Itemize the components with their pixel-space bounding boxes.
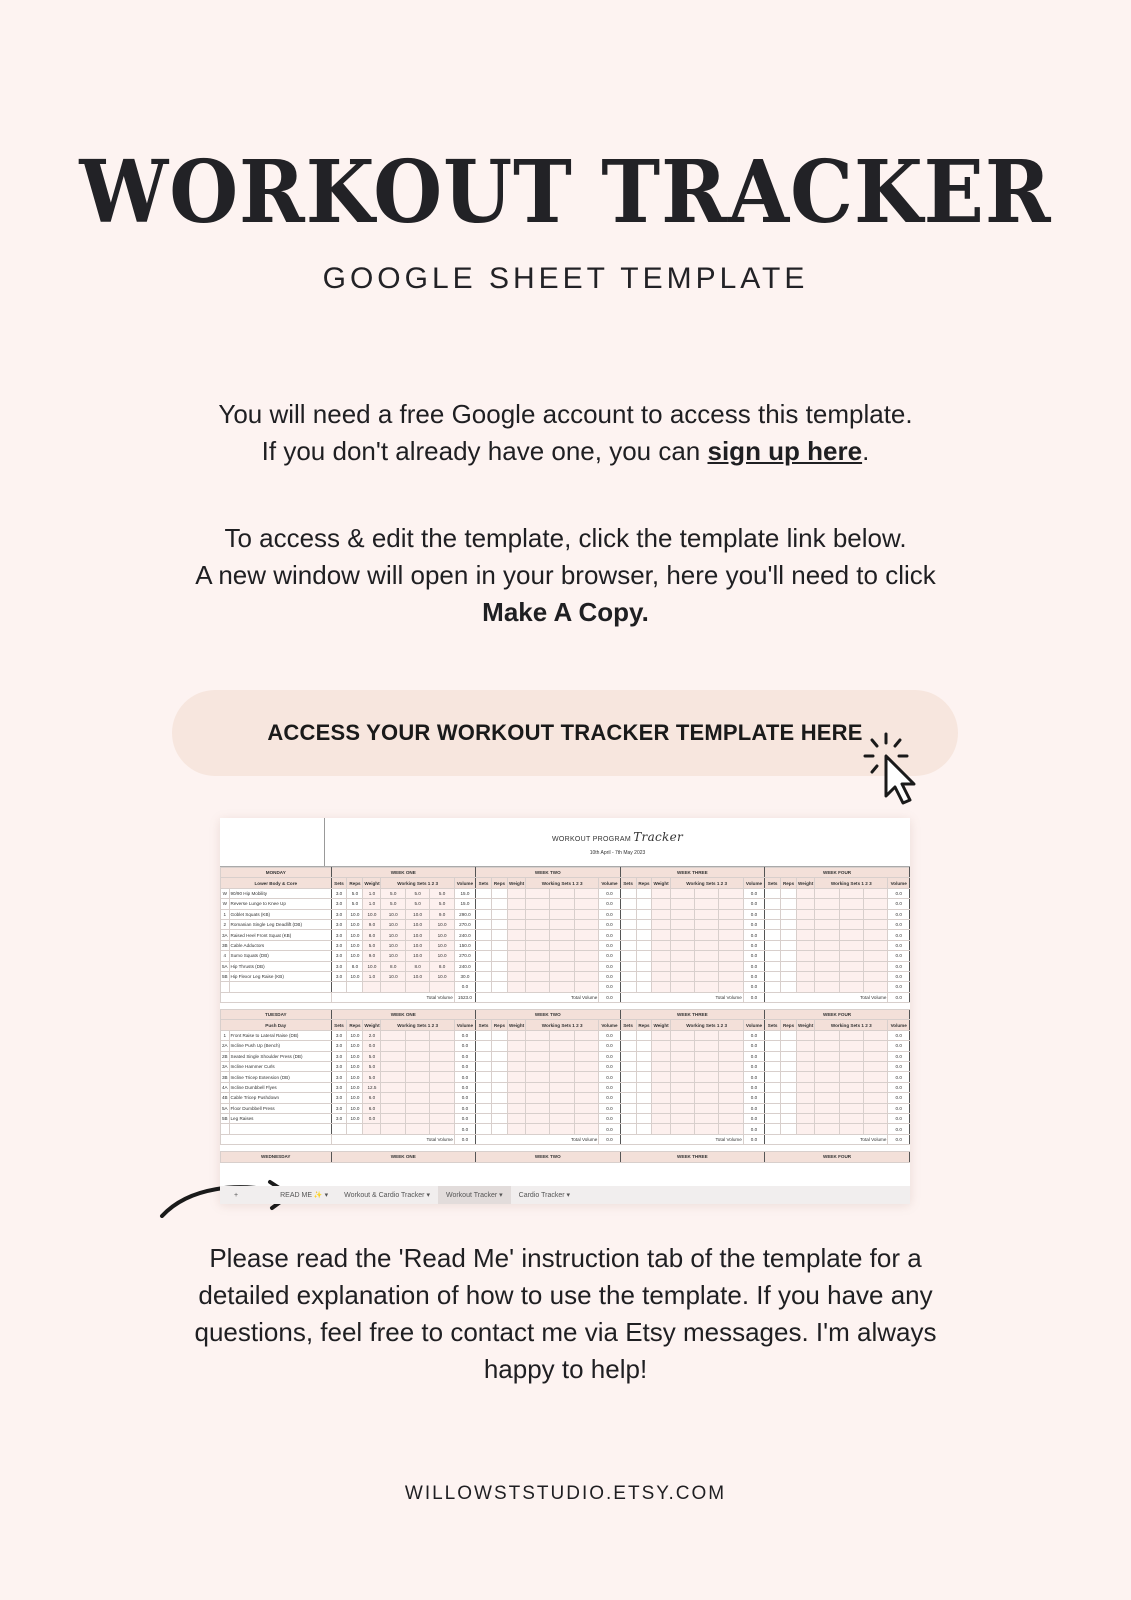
exercise-id: 4A	[221, 1082, 230, 1092]
workout-grid: MONDAY WEEK ONE WEEK TWO WEEK THREE WEEK FOUR Lower Body & Core Sets Reps Weight Working Sets 1 2 3 Volume Sets Reps Weight Working Sets 1 2 3 Volume Sets Reps Weight Working Sets 1 2 3 Volume Sets Reps Weight Working Sets 1 2 3 Volume W 90/90 Hip Mobility 3.0 5.0 1.0 5.0 5.0 5.0 15.0 0.0 0.0 0.0 W Reverse Lunge to Knee Up 3.0 5.0 1.0 5.0 5.0 5.0 15.0 0.0 0.0 0.0 1 Goblet Squats (KB) 3.0 10.0 10.0 10.0 10.0 9.0 290.0 0.0 0.0 0.0 2 Romanian Single Leg Deadlift (DB) 3.0 10.0 9.0 10.0 10.0 10.0 270.0 0.0 0.0 0.0 3A Raised Heel Front Squat (KB) 3.0 10.0 8.0 10.0 10.0 10.0 240.0 0.0 0.0 0.0 3B Cable Adductors 3.0 10.0 5.0 10.0 10.0 10.0 150.0 0.0 0.0 0.0 4 Sumo Squats (DB) 3.0 10.0 9.0 10.0 10.0 10.0 270.0 0.0 0.0 0.0 5A Hip Thrusts (DB) 3.0 8.0 10.0 8.0 8.0 8.0 240.0 0.0 0.0 0.0 5B Hip Flexor Leg Raise (KB) 3.0 10.0 1.0 10.0 10.0 10.0 30.0 0.0 0.0 0.0 0.0 0.0 0.0 0.0 Total Volume 1523.0 Total Volume 0.0 Total Volume 0.0 Total Volume 0.0 TUESDAY WEEK ONE WEEK TWO WEEK THREE WEEK FOUR Push Day Sets Reps Weight Working Sets 1 2 3 Volume Sets Reps Weight Working Sets 1 2 3 Volume Sets Reps Weight Working Sets 1 2 3 Volume Sets Reps Weight Working Sets 1 2 3 Volume 1 Front Raise to Lateral Raise (DB) 3.0 10.0 2.0 0.0 0.0 0.0 0.0 2A Incline Push Up (Bench) 3.0 10.0 0.0 0.0 0.0 0.0 0.0 2B Seated Single Shoulder Press (DB) 3.0 10.0 5.0 0.0 0.0 0.0 0.0 3A Incline Hammer Curls 3.0 10.0 5.0 0.0 0.0 0.0 0.0 3B Incline Tricep Extension (DB) 3.0 10.0 5.0 0.0 0.0 0.0 0.0 4A Incline Dumbbell Flyes 3.0 10.0 12.5 0.0 0.0 0.0 0.0 4B Cable Tricep Pushdown 3.0 10.0 6.0 0.0 0.0 0.0 0.0 5A Floor Dumbbell Press 3.0 10.0 6.0 0.0 0.0 0.0 0.0 5B Leg Raises 3.0 10.0 0.0 0.0 0.0 0.0 0.0 0.0 0.0 0.0 0.0 Total Volume 0.0 Total Volume 0.0 Total Volume 0.0 Total Volume 0.0 WEDNESDAY WEEK ONE WEEK TWO WEEK THREE WEEK FOUR	[220, 867, 910, 1163]
exercise-name: Sumo Squats (DB)	[229, 951, 331, 961]
exercise-id: 2A	[221, 1041, 230, 1051]
make-copy-label: Make A Copy.	[482, 597, 649, 627]
instructions-line-2: A new window will open in your browser, here you'll need to click	[195, 560, 936, 590]
add-sheet-button[interactable]: +	[234, 1191, 239, 1199]
access-template-button[interactable]	[172, 690, 958, 776]
closing-line-2: detailed explanation of how to use the template. If you have any	[198, 1280, 933, 1310]
week-label: WEEK TWO	[476, 1010, 621, 1020]
sheet-title	[325, 830, 910, 844]
exercise-row: 3A Incline Hammer Curls 3.0 10.0 5.0 0.0 0.0 0.0 0.0	[221, 1062, 910, 1072]
exercise-id: 2B	[221, 1051, 230, 1061]
exercise-id: 1	[221, 909, 230, 919]
closing-line-3: questions, feel free to contact me via Etsy messages. I'm always	[194, 1317, 937, 1347]
exercise-row: 5B Hip Flexor Leg Raise (KB) 3.0 10.0 1.0 10.0 10.0 10.0 30.0 0.0 0.0 0.0	[221, 971, 910, 981]
week-label: WEEK TWO	[476, 868, 621, 878]
exercise-row: 5A Floor Dumbbell Press 3.0 10.0 6.0 0.0 0.0 0.0 0.0	[221, 1103, 910, 1113]
exercise-name: Incline Push Up (Bench)	[229, 1041, 331, 1051]
instructions-line-1: To access & edit the template, click the template link below.	[224, 523, 907, 553]
exercise-row: 3B Cable Adductors 3.0 10.0 5.0 10.0 10.0 10.0 150.0 0.0 0.0 0.0	[221, 940, 910, 950]
exercise-name: Incline Tricep Extension (DB)	[229, 1072, 331, 1082]
tab-workout-cardio-tracker[interactable]: Workout & Cardio Tracker ▾	[344, 1192, 430, 1199]
spreadsheet-preview	[220, 818, 910, 1203]
intro-line-2-suffix: .	[862, 436, 870, 466]
day-header-row	[221, 1010, 910, 1020]
exercise-name: Seated Single Shoulder Press (DB)	[229, 1051, 331, 1061]
day-name: WEDNESDAY	[221, 1152, 332, 1162]
week-label: WEEK TWO	[476, 1152, 621, 1162]
exercise-name: 90/90 Hip Mobility	[229, 888, 331, 898]
exercise-id: 5B	[221, 1113, 230, 1123]
exercise-name: Incline Dumbbell Flyes	[229, 1082, 331, 1092]
exercise-name: Floor Dumbbell Press	[229, 1103, 331, 1113]
exercise-name: Front Raise to Lateral Raise (DB)	[229, 1030, 331, 1040]
sheet-header-blank	[220, 818, 325, 866]
sheet-tabs-bar	[220, 1186, 910, 1204]
exercise-id: 5A	[221, 961, 230, 971]
exercise-id: 5A	[221, 1103, 230, 1113]
make-copy-text	[0, 594, 1131, 631]
exercise-row: 4 Sumo Squats (DB) 3.0 10.0 9.0 10.0 10.0 10.0 270.0 0.0 0.0 0.0	[221, 951, 910, 961]
week-label: WEEK ONE	[331, 1152, 476, 1162]
exercise-name: Raised Heel Front Squat (KB)	[229, 930, 331, 940]
exercise-row: 3B Incline Tricep Extension (DB) 3.0 10.0 5.0 0.0 0.0 0.0 0.0	[221, 1072, 910, 1082]
exercise-row: 2B Seated Single Shoulder Press (DB) 3.0 10.0 5.0 0.0 0.0 0.0 0.0	[221, 1051, 910, 1061]
exercise-id: 2	[221, 919, 230, 929]
exercise-name: Reverse Lunge to Knee Up	[229, 899, 331, 909]
closing-line-1: Please read the 'Read Me' instruction tab of the template for a	[209, 1243, 922, 1273]
exercise-name: Romanian Single Leg Deadlift (DB)	[229, 919, 331, 929]
signup-link[interactable]: sign up here	[707, 436, 863, 466]
exercise-id: 5B	[221, 971, 230, 981]
week-label: WEEK FOUR	[765, 1152, 910, 1162]
access-template-label: ACCESS YOUR WORKOUT TRACKER TEMPLATE HERE	[267, 720, 863, 745]
week-label: WEEK THREE	[620, 1152, 765, 1162]
exercise-id: 4	[221, 951, 230, 961]
exercise-id: 1	[221, 1030, 230, 1040]
exercise-row: 5B Leg Raises 3.0 10.0 0.0 0.0 0.0 0.0 0.0	[221, 1113, 910, 1123]
week-label: WEEK ONE	[331, 868, 476, 878]
day-name: TUESDAY	[221, 1010, 332, 1020]
intro-line-1: You will need a free Google account to access this template.	[218, 399, 913, 429]
exercise-id: 3B	[221, 1072, 230, 1082]
exercise-name: Hip Thrusts (DB)	[229, 961, 331, 971]
closing-line-4: happy to help!	[483, 1354, 648, 1384]
exercise-name: Cable Adductors	[229, 940, 331, 950]
sheet-date-range: 10th April - 7th May 2023	[589, 850, 646, 856]
exercise-id: W	[221, 899, 230, 909]
exercise-row: 1 Goblet Squats (KB) 3.0 10.0 10.0 10.0 10.0 9.0 290.0 0.0 0.0 0.0	[221, 909, 910, 919]
exercise-id: 4B	[221, 1093, 230, 1103]
exercise-row: 3A Raised Heel Front Squat (KB) 3.0 10.0 8.0 10.0 10.0 10.0 240.0 0.0 0.0 0.0	[221, 930, 910, 940]
week-label: WEEK FOUR	[765, 868, 910, 878]
total-volume-row: Total Volume 1523.0 Total Volume 0.0 Total Volume 0.0 Total Volume 0.0	[221, 992, 910, 1002]
column-header-row: Lower Body & Core Sets Reps Weight Working Sets 1 2 3 Volume Sets Reps Weight Working Sets 1 2 3 Volume Sets Reps Weight Working Sets 1 2 3 Volume Sets Reps Weight Working Sets 1 2 3 Volume	[221, 878, 910, 888]
exercise-row: 4A Incline Dumbbell Flyes 3.0 10.0 12.5 0.0 0.0 0.0 0.0	[221, 1082, 910, 1092]
exercise-row: W Reverse Lunge to Knee Up 3.0 5.0 1.0 5.0 5.0 5.0 15.0 0.0 0.0 0.0	[221, 899, 910, 909]
exercise-id: 3A	[221, 930, 230, 940]
exercise-id: 3A	[221, 1062, 230, 1072]
tab-read-me[interactable]: READ ME ✨ ▾	[280, 1192, 329, 1199]
exercise-row: 2 Romanian Single Leg Deadlift (DB) 3.0 10.0 9.0 10.0 10.0 10.0 270.0 0.0 0.0 0.0	[221, 919, 910, 929]
exercise-id: 3B	[221, 940, 230, 950]
exercise-row: 1 Front Raise to Lateral Raise (DB) 3.0 10.0 2.0 0.0 0.0 0.0 0.0	[221, 1030, 910, 1040]
tab-cardio-tracker[interactable]: Cardio Tracker ▾	[518, 1192, 571, 1199]
page-title: WORKOUT TRACKER	[79, 142, 1052, 243]
week-label: WEEK FOUR	[765, 1010, 910, 1020]
exercise-row: 4B Cable Tricep Pushdown 3.0 10.0 6.0 0.0 0.0 0.0 0.0	[221, 1093, 910, 1103]
column-header-row: Push Day Sets Reps Weight Working Sets 1 2 3 Volume Sets Reps Weight Working Sets 1 2 3 Volume Sets Reps Weight Working Sets 1 2 3 Volume Sets Reps Weight Working Sets 1 2 3 Volume	[221, 1020, 910, 1030]
exercise-id: W	[221, 888, 230, 898]
intro-line-2-prefix: If you don't already have one, you can	[261, 436, 708, 466]
intro-line-2	[0, 433, 1131, 470]
sheet-header	[220, 818, 910, 867]
sheet-title-prefix: WORKOUT PROGRAM	[551, 836, 631, 843]
day-name: MONDAY	[221, 868, 332, 878]
shop-url[interactable]: WILLOWSTSTUDIO.ETSY.COM	[404, 1483, 727, 1504]
page-subtitle: GOOGLE SHEET TEMPLATE	[322, 262, 809, 295]
day-focus: Lower Body & Core	[221, 878, 332, 888]
total-volume-row: Total Volume 0.0 Total Volume 0.0 Total Volume 0.0 Total Volume 0.0	[221, 1134, 910, 1144]
sheet-title-script: Tracker	[633, 830, 684, 844]
exercise-row: 2A Incline Push Up (Bench) 3.0 10.0 0.0 0.0 0.0 0.0 0.0	[221, 1041, 910, 1051]
cursor-click-icon	[860, 730, 930, 815]
exercise-row: W 90/90 Hip Mobility 3.0 5.0 1.0 5.0 5.0 5.0 15.0 0.0 0.0 0.0	[221, 888, 910, 898]
day-focus: Push Day	[221, 1020, 332, 1030]
instructions-text	[0, 520, 1131, 631]
exercise-name: Incline Hammer Curls	[229, 1062, 331, 1072]
day-header-row	[221, 868, 910, 878]
week-label: WEEK ONE	[331, 1010, 476, 1020]
week-label: WEEK THREE	[620, 868, 765, 878]
exercise-name: Hip Flexor Leg Raise (KB)	[229, 971, 331, 981]
tab-workout-tracker[interactable]: Workout Tracker ▾	[438, 1186, 511, 1204]
exercise-name: Goblet Squats (KB)	[229, 909, 331, 919]
week-label: WEEK THREE	[620, 1010, 765, 1020]
day-header-row	[221, 1152, 910, 1162]
exercise-name: Leg Raises	[229, 1113, 331, 1123]
exercise-row: 5A Hip Thrusts (DB) 3.0 8.0 10.0 8.0 8.0 8.0 240.0 0.0 0.0 0.0	[221, 961, 910, 971]
exercise-name: Cable Tricep Pushdown	[229, 1093, 331, 1103]
closing-text	[0, 1240, 1131, 1388]
intro-text	[0, 396, 1131, 470]
